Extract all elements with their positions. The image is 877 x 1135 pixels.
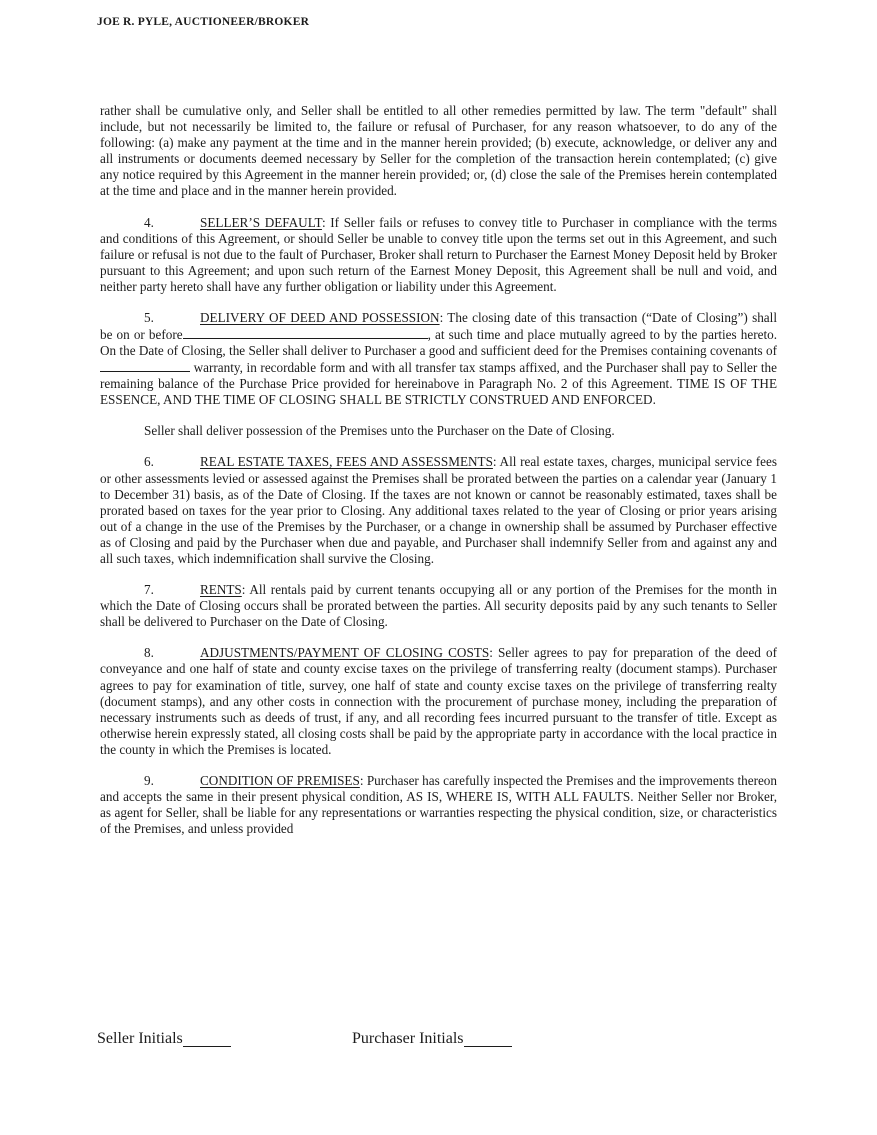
paragraph-text: , at such time and place mutually agreed to by the parties hereto. On the Date of Closing, the Seller shall deliver to Purchaser a good and sufficient deed for the Premises containing covenants of [100,327,778,359]
section-heading: DELIVERY OF DEED AND POSSESSION [200,310,440,326]
paragraph-text: : All rentals paid by current tenants occupying all or any portion of the Premises for the month in which the Date of Closing occurs shall be prorated between the parties. All security deposits paid by any such tenants to Seller shall be delivered to Purchaser on the Date of Closing. [100,582,777,630]
section-9-paragraph [100,773,777,837]
paragraph-text: : Seller agrees to pay for preparation of the deed of conveyance and one half of state and county excise taxes on the privilege of transferring realty (document stamps). Purchaser agrees to pay for examination of title, survey, one half of state and county excise taxes on the privilege of transferring realty (document stamps), and any other costs in connection with the procurement of purchase money, including the preparation of necessary instruments such as deeds of trust, if any, and all recording fees incurred pursuant to the transfer of title. Except as otherwise herein expressly stated, all closing costs shall be paid by the appropriate party in accordance with the local practice in the county in which the Premises is located. [100,645,777,757]
purchaser-initials-line [352,1030,512,1048]
section-heading: ADJUSTMENTS/PAYMENT OF CLOSING COSTS [200,645,490,661]
paragraph-text: : The closing date of this transaction (“Date of Closing”) shall be on or before [100,310,777,342]
section-number: 6. [144,454,154,470]
initials-footer [0,1030,877,1060]
contract-body [100,103,777,837]
section-5-paragraph [100,310,777,408]
fill-in-blank [183,326,428,339]
section-number: 9. [144,773,154,789]
paragraph-text: : All real estate taxes, charges, municipal service fees or other assessments levied or assessed against the Premises shall be prorated between the parties on a calendar year (January 1 to December 31) basis, as of the Date of Closing. If the taxes are not known or cannot be reasonably estimated, taxes shall be prorated based on taxes for the year prior to Closing. Any additional taxes related to the year of Closing or prior years arising out of a change in the use of the Premises by the Purchaser, or a change in ownership shall be assumed by Purchaser effective as of Closing and paid by the Purchaser when due and payable, and Purchaser shall indemnify Seller from and against any and all such taxes, which indemnification shall survive the Closing. [100,454,777,566]
continuation-paragraph [100,103,777,200]
purchaser-initials-label: Purchaser Initials [352,1030,464,1047]
section-heading: CONDITION OF PREMISES [200,773,360,789]
section-number: 8. [144,645,154,661]
seller-initials-blank [183,1030,231,1047]
paragraph-text: : Purchaser has carefully inspected the Premises and the improvements thereon and accepts the same in their present physical condition, AS IS, WHERE IS, WITH ALL FAULTS. Neither Seller nor Broker, as agent for Seller, shall be liable for any representations or warranties respecting the physical condition, size, or characteristics of the Premises, and unless provided [100,773,777,837]
section-4-paragraph [100,215,777,295]
possession-paragraph [100,423,777,439]
paragraph-text: Seller shall deliver possession of the Premises unto the Purchaser on the Date of Closing. [144,423,615,439]
fill-in-blank [100,359,190,372]
section-number: 5. [144,310,154,326]
section-number: 7. [144,582,154,598]
paragraph-text: warranty, in recordable form and with all transfer tax stamps affixed, and the Purchaser shall pay to Seller the remaining balance of the Purchase Price provided for hereinabove in Paragraph No. 2 of this Agreement. TIME IS OF THE ESSENCE, AND THE TIME OF CLOSING SHALL BE STRICTLY CONSTRUED AND ENFORCED. [100,360,777,408]
broker-header: JOE R. PYLE, AUCTIONEER/BROKER [97,16,310,28]
section-7-paragraph [100,582,777,630]
section-heading: SELLER’S DEFAULT [200,214,322,230]
section-6-paragraph [100,454,777,567]
seller-initials-line [97,1030,231,1048]
section-heading: RENTS [200,582,242,598]
paragraph-text: : If Seller fails or refuses to convey title to Purchaser in compliance with the terms and conditions of this Agreement, or should Seller be unable to convey title upon the terms set out in this Agreement, and such failure or refusal is not due to the fault of Purchaser, Broker shall return to Purchaser the Earnest Money Deposit held by Broker pursuant to this Agreement; and upon such return of the Earnest Money Deposit, this Agreement shall be null and void, and neither party hereto shall have any further obligation or liability under this Agreement. [100,214,777,294]
paragraph-text: rather shall be cumulative only, and Seller shall be entitled to all other remedies permitted by law. The term "default" shall include, but not necessarily be limited to, the failure or refusal of Purchaser, for any reason whatsoever, to do any of the following: (a) make any payment at the time and in the manner herein provided; (b) execute, acknowledge, or deliver any and all instruments or documents deemed necessary by Seller for the completion of the transaction herein contemplated; (c) give any notice required by this Agreement in the manner herein provided; or, (d) close the sale of the Premises herein contemplated at the time and place and in the manner herein provided. [100,103,777,199]
purchaser-initials-blank [464,1030,512,1047]
seller-initials-label: Seller Initials [97,1030,183,1047]
section-number: 4. [144,214,154,230]
section-heading: REAL ESTATE TAXES, FEES AND ASSESSMENTS [200,454,493,470]
section-8-paragraph [100,645,777,758]
